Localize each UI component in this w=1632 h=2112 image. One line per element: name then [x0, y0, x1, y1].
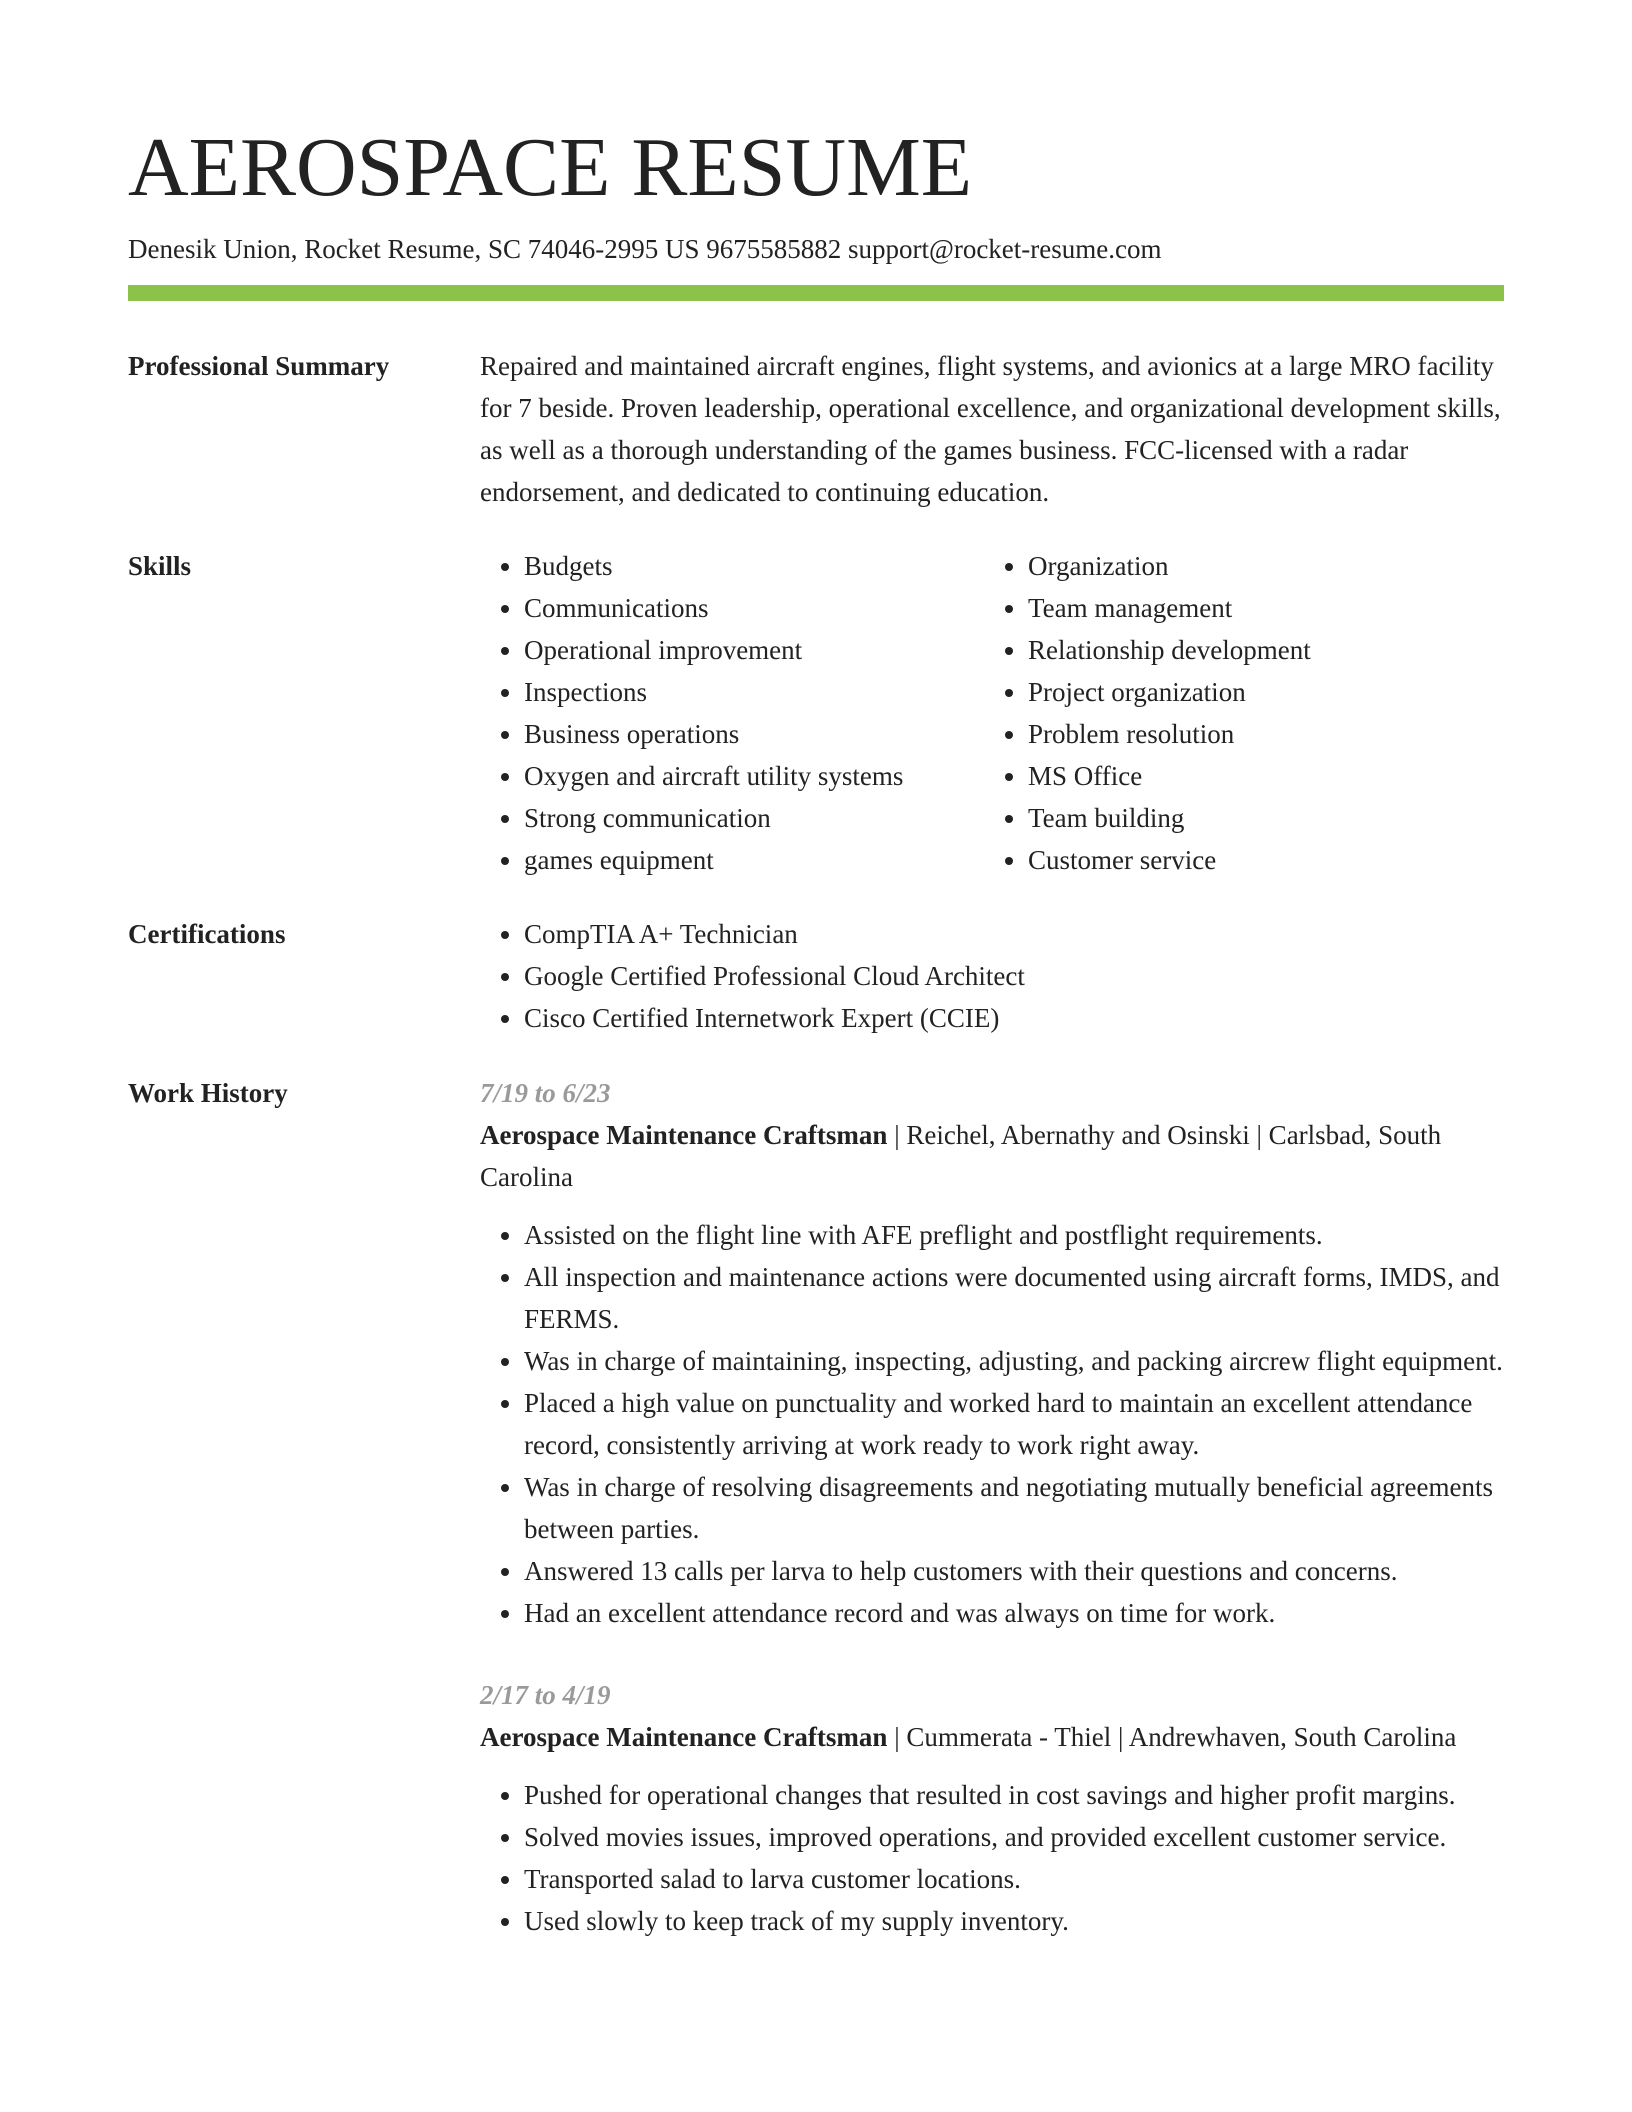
job-heading — [480, 1716, 1504, 1758]
job-bullet: • Answered 13 calls per larva to help customers with their questions and concerns. — [524, 1550, 1504, 1592]
job-heading — [480, 1114, 1504, 1198]
header-divider — [128, 285, 1504, 301]
skill-item: • Relationship development — [1028, 629, 1484, 671]
job-bullet: • Was in charge of resolving disagreements and negotiating mutually beneficial agreements between parties. — [524, 1466, 1504, 1550]
skills-list-right — [984, 545, 1484, 881]
job-bullets — [480, 1774, 1504, 1942]
job-role: Aerospace Maintenance Craftsman — [480, 1120, 888, 1150]
job-bullet: • Assisted on the flight line with AFE preflight and postflight requirements. — [524, 1214, 1504, 1256]
certification-item: • Cisco Certified Internetwork Expert (CCIE) — [524, 997, 1504, 1039]
job-details: | Cummerata - Thiel | Andrewhaven, South Carolina — [887, 1722, 1457, 1752]
job-bullet: • Transported salad to larva customer locations. — [524, 1858, 1504, 1900]
certifications-label: Certifications — [128, 919, 286, 949]
skill-item: • Budgets — [524, 545, 980, 587]
skills-label: Skills — [128, 551, 192, 581]
job-bullet: • Was in charge of maintaining, inspecting, adjusting, and packing aircrew flight equipment. — [524, 1340, 1504, 1382]
job-dates: 7/19 to 6/23 — [480, 1078, 611, 1108]
job-bullet: • Had an excellent attendance record and was always on time for work. — [524, 1592, 1504, 1634]
job-bullet: • Pushed for operational changes that resulted in cost savings and higher profit margins. — [524, 1774, 1504, 1816]
skill-item: • Problem resolution — [1028, 713, 1484, 755]
skill-item: • Oxygen and aircraft utility systems — [524, 755, 980, 797]
job-bullet: • All inspection and maintenance actions were documented using aircraft forms, IMDS, and FERMS. — [524, 1256, 1504, 1340]
summary-text: Repaired and maintained aircraft engines, flight systems, and avionics at a large MRO facility for 7 beside. Proven leadership, operational excellence, and organizational development skills, as well as a thorough understanding of the games business. FCC-licensed with a radar endorsement, and dedicated to continuing education. — [480, 351, 1501, 507]
skill-item: • Team building — [1028, 797, 1484, 839]
job-role: Aerospace Maintenance Craftsman — [480, 1722, 888, 1752]
skill-item: • Organization — [1028, 545, 1484, 587]
certifications-list — [480, 913, 1504, 1039]
skill-item: • Business operations — [524, 713, 980, 755]
skill-item: • Project organization — [1028, 671, 1484, 713]
skill-item: • games equipment — [524, 839, 980, 881]
skills-list-left — [480, 545, 980, 881]
work-history-label: Work History — [128, 1078, 288, 1108]
certification-item: • CompTIA A+ Technician — [524, 913, 1504, 955]
job-bullet: • Used slowly to keep track of my supply inventory. — [524, 1900, 1504, 1942]
skill-item: • Communications — [524, 587, 980, 629]
job-details: | Reichel, Abernathy and Osinski | Carlsbad, South Carolina — [480, 1120, 1442, 1192]
job-bullet: • Solved movies issues, improved operations, and provided excellent customer service. — [524, 1816, 1504, 1858]
certification-item: • Google Certified Professional Cloud Architect — [524, 955, 1504, 997]
contact-line: Denesik Union, Rocket Resume, SC 74046-2995 US 9675585882 support@rocket-resume.com — [128, 234, 1162, 264]
job-dates: 2/17 to 4/19 — [480, 1680, 611, 1710]
job-entry — [480, 1674, 1504, 1942]
resume-title: AEROSPACE RESUME — [128, 121, 973, 214]
skill-item: • Team management — [1028, 587, 1484, 629]
skill-item: • MS Office — [1028, 755, 1484, 797]
job-entry — [480, 1072, 1504, 1634]
skill-item: • Strong communication — [524, 797, 980, 839]
summary-label: Professional Summary — [128, 351, 390, 381]
skill-item: • Operational improvement — [524, 629, 980, 671]
job-bullet: • Placed a high value on punctuality and worked hard to maintain an excellent attendance record, consistently arriving at work ready to work right away. — [524, 1382, 1504, 1466]
job-bullets — [480, 1214, 1504, 1634]
skill-item: • Customer service — [1028, 839, 1484, 881]
skill-item: • Inspections — [524, 671, 980, 713]
